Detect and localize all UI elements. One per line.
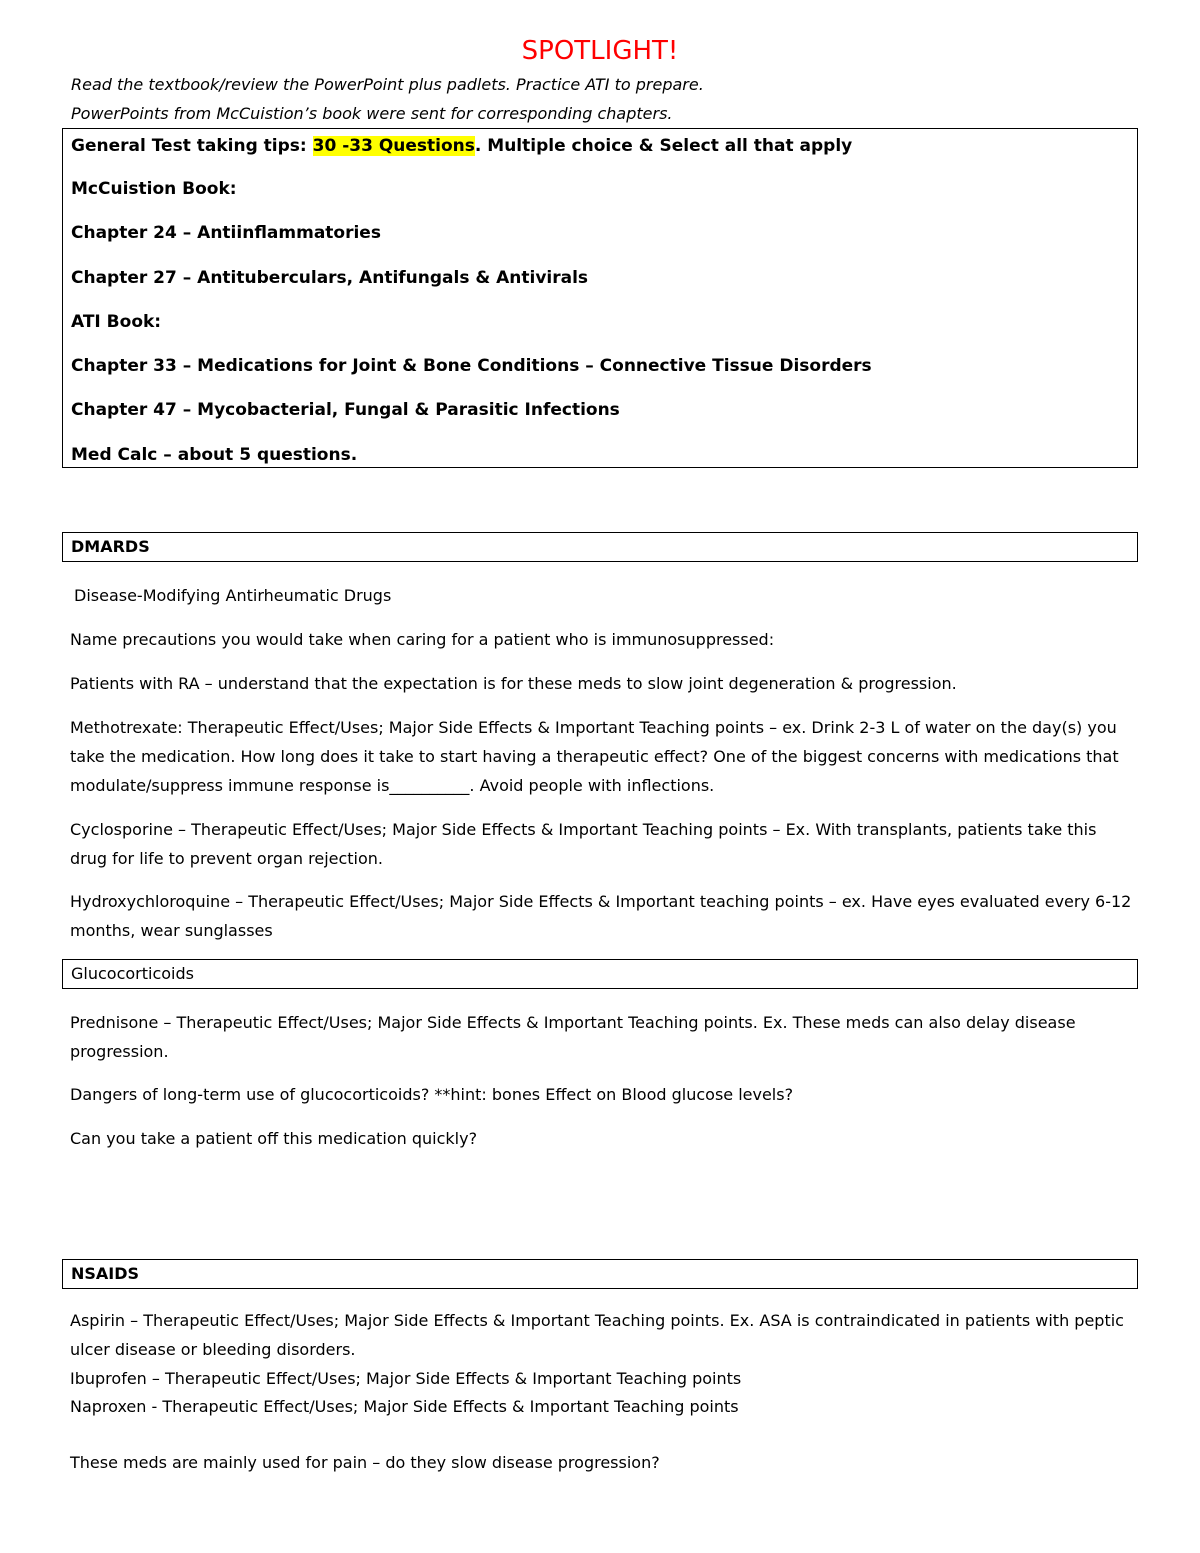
glucocorticoids-paragraph: Can you take a patient off this medication quickly? bbox=[70, 1129, 478, 1148]
test-tips-format: . Multiple choice & Select all that apply bbox=[474, 136, 853, 156]
tip-line: McCuistion Book: bbox=[71, 179, 237, 199]
page-title: SPOTLIGHT! bbox=[521, 36, 679, 66]
nsaids-section-header bbox=[62, 1259, 1138, 1289]
hydroxychloroquine-paragraph: Hydroxychloroquine – Therapeutic Effect/Uses; Major Side Effects & Important teaching points – ex. Have eyes evaluated every 6-12 months, wear sunglasses bbox=[70, 892, 1132, 940]
test-tips-heading bbox=[71, 134, 852, 158]
prednisone-paragraph: Prednisone – Therapeutic Effect/Uses; Major Side Effects & Important Teaching points. Ex. These meds can also delay disease progression. bbox=[70, 1013, 1076, 1061]
tip-line: ATI Book: bbox=[71, 312, 162, 332]
aspirin-paragraph: Aspirin – Therapeutic Effect/Uses; Major Side Effects & Important Teaching points. Ex. ASA is contraindicated in patients with peptic ulcer disease or bleeding disorders. bbox=[70, 1311, 1124, 1359]
ibuprofen-line: Ibuprofen – Therapeutic Effect/Uses; Major Side Effects & Important Teaching points bbox=[70, 1369, 742, 1388]
intro-line-1: Read the textbook/review the PowerPoint plus padlets. Practice ATI to prepare. bbox=[71, 75, 704, 94]
nsaids-question: These meds are mainly used for pain – do they slow disease progression? bbox=[70, 1453, 660, 1472]
dmards-subtitle: Disease-Modifying Antirheumatic Drugs bbox=[74, 586, 392, 605]
dmards-section-header bbox=[62, 532, 1138, 562]
methotrexate-paragraph: Methotrexate: Therapeutic Effect/Uses; Major Side Effects & Important Teaching points – ex. Drink 2-3 L of water on the day(s) you take the medication. How long does it take to start having a therapeutic effect? One of the biggest concerns with medications that modulate/suppress immune response is__________. Avoid people with inflections. bbox=[70, 718, 1119, 795]
naproxen-line: Naproxen - Therapeutic Effect/Uses; Major Side Effects & Important Teaching points bbox=[70, 1397, 739, 1416]
glucocorticoids-paragraph: Dangers of long-term use of glucocorticoids? **hint: bones Effect on Blood glucose levels? bbox=[70, 1085, 794, 1104]
cyclosporine-paragraph: Cyclosporine – Therapeutic Effect/Uses; Major Side Effects & Important Teaching points – Ex. With transplants, patients take this drug for life to prevent organ rejection. bbox=[70, 820, 1097, 868]
glucocorticoids-section-header bbox=[62, 959, 1138, 989]
test-tips-label: General Test taking tips: bbox=[71, 136, 307, 156]
tip-line: Chapter 33 – Medications for Joint & Bone Conditions – Connective Tissue Disorders bbox=[71, 356, 872, 376]
dmards-paragraph: Patients with RA – understand that the expectation is for these meds to slow joint degeneration & progression. bbox=[70, 674, 957, 693]
question-count-highlight: 30 -33 Questions bbox=[312, 136, 475, 156]
tip-line: Chapter 27 – Antituberculars, Antifungals & Antivirals bbox=[71, 268, 589, 288]
tip-line: Med Calc – about 5 questions. bbox=[71, 445, 358, 465]
glucocorticoids-header-text: Glucocorticoids bbox=[71, 964, 194, 983]
tip-line: Chapter 24 – Antiinflammatories bbox=[71, 223, 381, 243]
test-tips-box bbox=[62, 128, 1138, 468]
intro-line-2: PowerPoints from McCuistion’s book were sent for corresponding chapters. bbox=[71, 104, 673, 123]
tip-line: Chapter 47 – Mycobacterial, Fungal & Parasitic Infections bbox=[71, 400, 620, 420]
dmards-paragraph: Name precautions you would take when caring for a patient who is immunosuppressed: bbox=[70, 630, 775, 649]
dmards-header-text: DMARDS bbox=[71, 537, 150, 556]
nsaids-header-text: NSAIDS bbox=[71, 1264, 140, 1283]
